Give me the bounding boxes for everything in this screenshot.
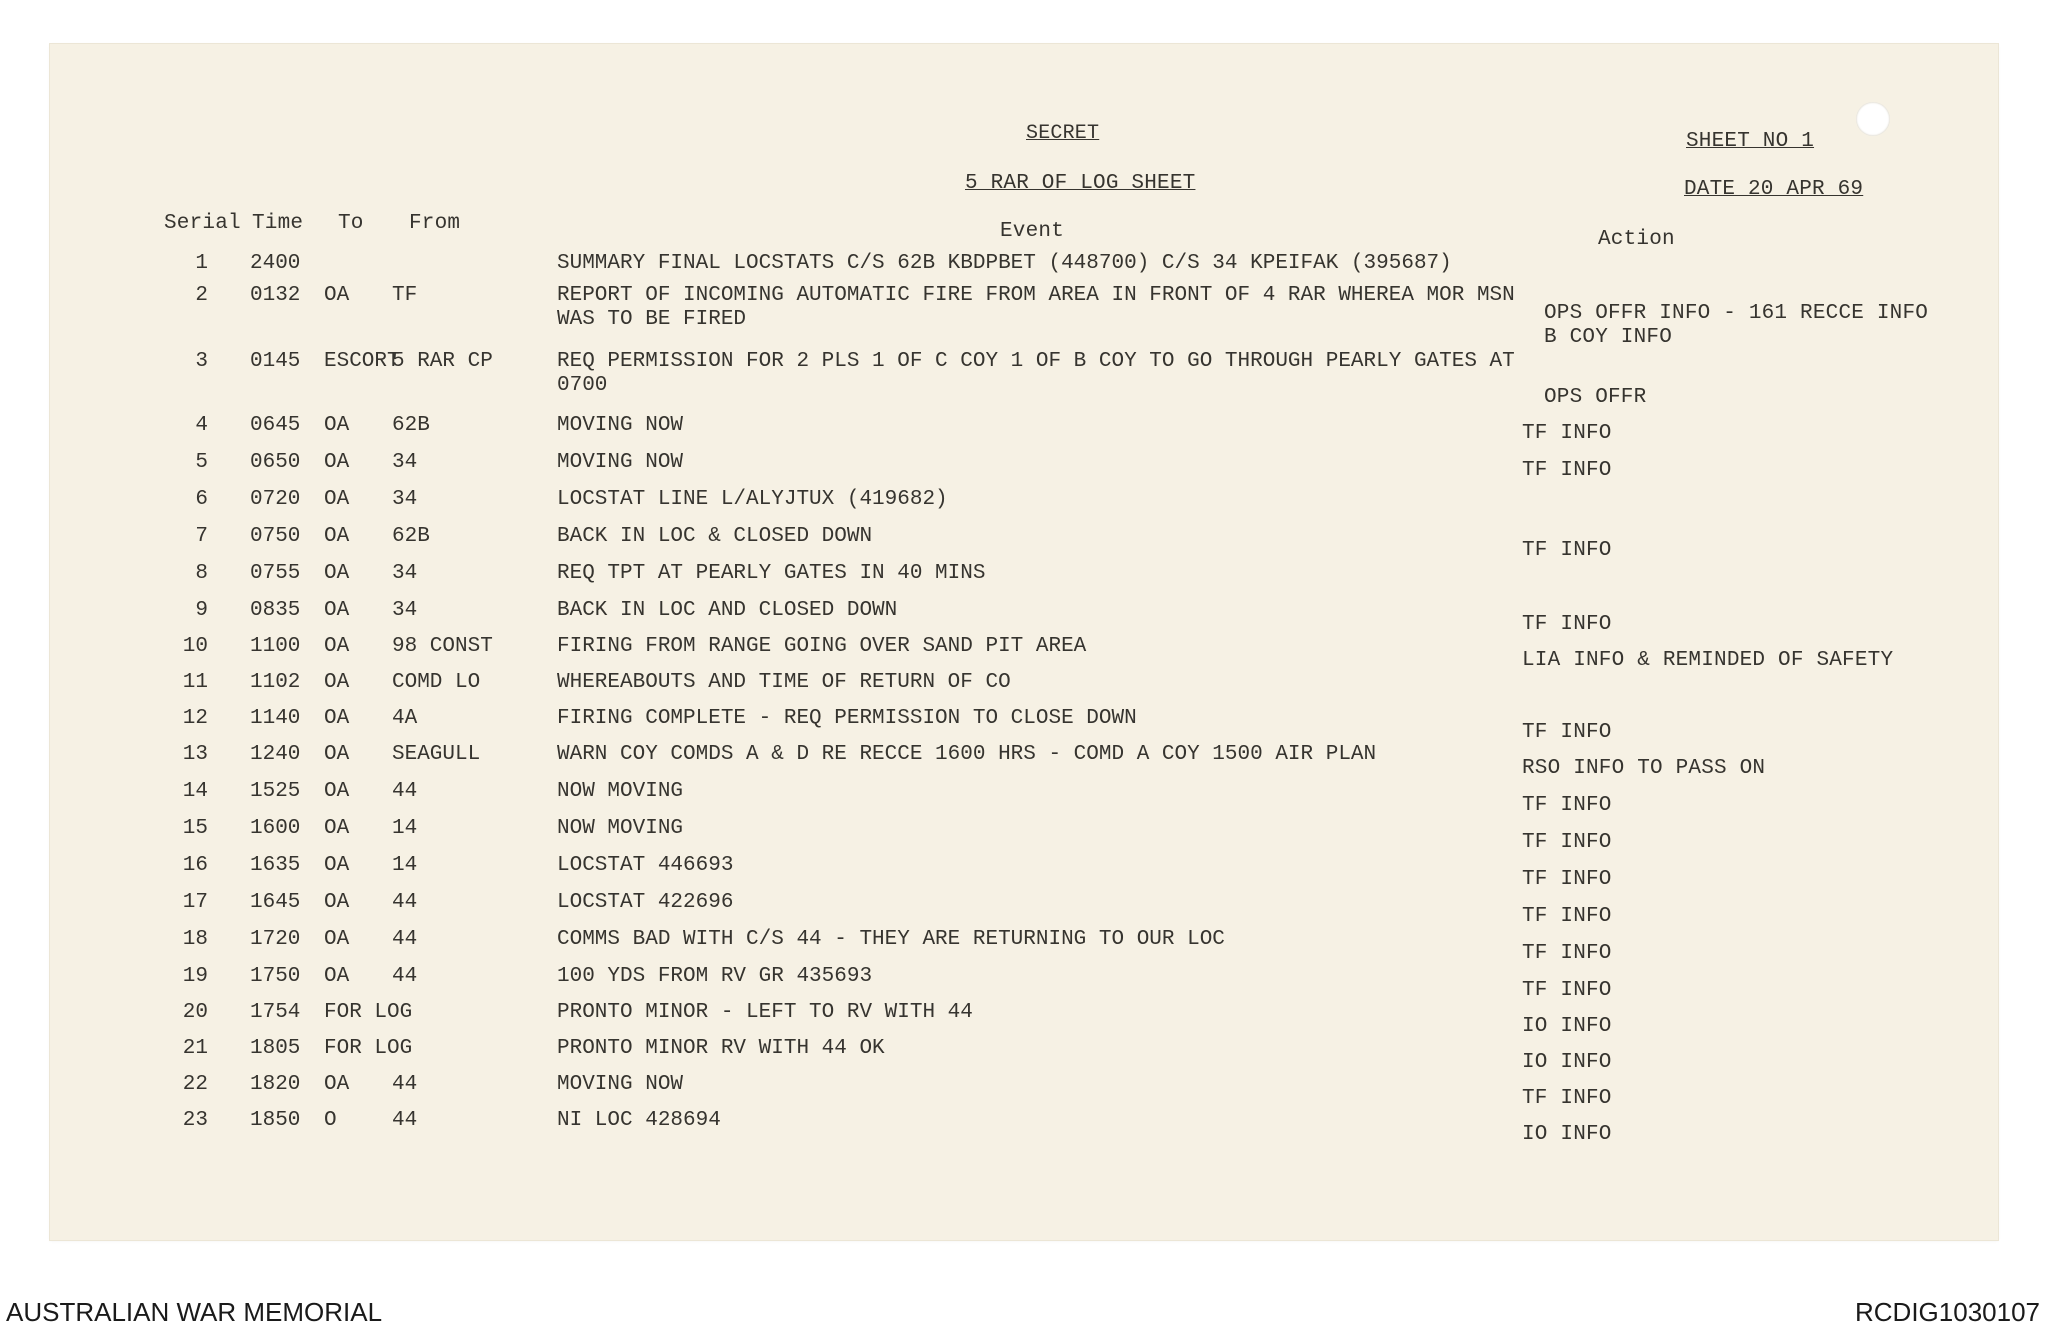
row-action: TF INFO: [1522, 539, 1612, 562]
row-from: SEAGULL: [392, 743, 481, 766]
row-to: OA: [324, 635, 350, 658]
row-event-continued: WAS TO BE FIRED: [557, 308, 747, 331]
row-from: 44: [392, 891, 418, 914]
row-action: TF INFO: [1522, 868, 1612, 891]
log-row: [50, 414, 1998, 442]
row-serial: 11: [182, 671, 208, 694]
row-from: 44: [392, 928, 418, 951]
row-event: COMMS BAD WITH C/S 44 - THEY ARE RETURNING TO OUR LOC: [557, 928, 1225, 951]
log-row: [50, 252, 1998, 280]
row-to: OA: [324, 928, 350, 951]
column-header-serial: Serial: [164, 212, 241, 235]
row-from: 44: [392, 1109, 418, 1132]
row-to: FOR LOG: [324, 1037, 413, 1060]
column-header-event: Event: [1000, 220, 1065, 243]
column-header-time: Time: [252, 212, 304, 235]
row-serial: 13: [182, 743, 208, 766]
log-row: [50, 817, 1998, 845]
row-time: 1820: [250, 1073, 301, 1096]
row-event: SUMMARY FINAL LOCSTATS C/S 62B KBDPBET (448700) C/S 34 KPEIFAK (395687): [557, 252, 1452, 275]
row-to: OA: [324, 817, 350, 840]
row-time: 1600: [250, 817, 301, 840]
row-event: MOVING NOW: [557, 414, 684, 437]
row-time: 0650: [250, 451, 301, 474]
row-event: 100 YDS FROM RV GR 435693: [557, 965, 873, 988]
row-time: 1525: [250, 780, 301, 803]
row-action: LIA INFO & REMINDED OF SAFETY: [1522, 649, 1894, 672]
row-from: 44: [392, 780, 418, 803]
row-to: OA: [324, 854, 350, 877]
log-row: [50, 928, 1998, 956]
row-serial: 14: [182, 780, 208, 803]
row-to: OA: [324, 891, 350, 914]
row-serial: 7: [195, 525, 208, 548]
row-action: IO INFO: [1522, 1123, 1612, 1146]
row-to: OA: [324, 488, 350, 511]
row-serial: 5: [195, 451, 208, 474]
row-to: FOR LOG: [324, 1001, 413, 1024]
row-time: 0750: [250, 525, 301, 548]
row-to: OA: [324, 525, 350, 548]
row-serial: 17: [182, 891, 208, 914]
row-time: 0755: [250, 562, 301, 585]
footer-record-id: RCDIG1030107: [1855, 1297, 2040, 1327]
row-time: 1754: [250, 1001, 301, 1024]
row-action: TF INFO: [1522, 1087, 1612, 1110]
row-action: TF INFO: [1522, 422, 1612, 445]
row-action-continued: B COY INFO: [1544, 326, 1673, 349]
log-row: [50, 1109, 1998, 1137]
row-time: 1645: [250, 891, 301, 914]
row-event: REPORT OF INCOMING AUTOMATIC FIRE FROM AREA IN FRONT OF 4 RAR WHEREA MOR MSN: [557, 284, 1515, 307]
row-from: 34: [392, 488, 418, 511]
row-time: 1102: [250, 671, 301, 694]
row-time: 1635: [250, 854, 301, 877]
row-event: REQ TPT AT PEARLY GATES IN 40 MINS: [557, 562, 986, 585]
column-header-action: Action: [1598, 228, 1675, 251]
row-time: 1140: [250, 707, 301, 730]
row-serial: 9: [195, 599, 208, 622]
row-time: 1805: [250, 1037, 301, 1060]
row-serial: 4: [195, 414, 208, 437]
row-time: 1750: [250, 965, 301, 988]
row-time: 2400: [250, 252, 301, 275]
row-event: NI LOC 428694: [557, 1109, 721, 1132]
row-to: OA: [324, 562, 350, 585]
row-serial: 2: [195, 284, 208, 307]
log-row: [50, 891, 1998, 919]
row-from: 14: [392, 854, 418, 877]
row-action: TF INFO: [1522, 721, 1612, 744]
row-from: 44: [392, 965, 418, 988]
row-to: O: [324, 1109, 337, 1132]
row-serial: 22: [182, 1073, 208, 1096]
log-row: [50, 707, 1998, 735]
row-action: IO INFO: [1522, 1051, 1612, 1074]
row-time: 1100: [250, 635, 301, 658]
row-action: TF INFO: [1522, 979, 1612, 1002]
row-serial: 16: [182, 854, 208, 877]
row-time: 1850: [250, 1109, 301, 1132]
row-event: FIRING COMPLETE - REQ PERMISSION TO CLOSE DOWN: [557, 707, 1137, 730]
row-event: BACK IN LOC & CLOSED DOWN: [557, 525, 873, 548]
row-event: NOW MOVING: [557, 780, 684, 803]
row-to: OA: [324, 743, 350, 766]
row-time: 0720: [250, 488, 301, 511]
row-serial: 18: [182, 928, 208, 951]
row-to: OA: [324, 414, 350, 437]
log-row: [50, 525, 1998, 553]
row-action: TF INFO: [1522, 613, 1612, 636]
log-row: [50, 965, 1998, 993]
row-from: 34: [392, 451, 418, 474]
row-action: OPS OFFR: [1544, 386, 1647, 409]
row-time: 0645: [250, 414, 301, 437]
row-serial: 21: [182, 1037, 208, 1060]
row-from: 62B: [392, 525, 430, 548]
row-time: 0835: [250, 599, 301, 622]
row-action: OPS OFFR INFO - 161 RECCE INFO: [1544, 302, 1929, 325]
log-row: [50, 451, 1998, 479]
row-to: OA: [324, 599, 350, 622]
row-from: COMD LO: [392, 671, 481, 694]
row-from: TF: [392, 284, 418, 307]
row-action: TF INFO: [1522, 459, 1612, 482]
sheet-date: DATE 20 APR 69: [1684, 178, 1864, 201]
row-event: WARN COY COMDS A & D RE RECCE 1600 HRS - COMD A COY 1500 AIR PLAN: [557, 743, 1377, 766]
log-row: [50, 854, 1998, 882]
row-serial: 19: [182, 965, 208, 988]
row-event: PRONTO MINOR RV WITH 44 OK: [557, 1037, 885, 1060]
row-serial: 10: [182, 635, 208, 658]
row-event: PRONTO MINOR - LEFT TO RV WITH 44: [557, 1001, 973, 1024]
row-to: OA: [324, 1073, 350, 1096]
row-serial: 8: [195, 562, 208, 585]
row-from: 34: [392, 599, 418, 622]
row-to: OA: [324, 671, 350, 694]
log-row: [50, 671, 1998, 699]
log-row: [50, 1001, 1998, 1029]
row-action: TF INFO: [1522, 794, 1612, 817]
row-action: RSO INFO TO PASS ON: [1522, 757, 1766, 780]
log-row: [50, 780, 1998, 808]
row-event: MOVING NOW: [557, 451, 684, 474]
row-from: 5 RAR CP: [392, 350, 493, 373]
row-event: FIRING FROM RANGE GOING OVER SAND PIT AREA: [557, 635, 1087, 658]
classification-header: SECRET: [1026, 122, 1100, 145]
row-serial: 1: [195, 252, 208, 275]
row-event: LOCSTAT 422696: [557, 891, 734, 914]
document-title: 5 RAR OF LOG SHEET: [965, 172, 1196, 195]
log-row: [50, 1037, 1998, 1065]
log-row: [50, 599, 1998, 627]
row-action: TF INFO: [1522, 942, 1612, 965]
footer-institution: AUSTRALIAN WAR MEMORIAL: [6, 1297, 383, 1327]
row-action: TF INFO: [1522, 905, 1612, 928]
row-time: 1240: [250, 743, 301, 766]
row-serial: 20: [182, 1001, 208, 1024]
log-row: [50, 1073, 1998, 1101]
row-event: LOCSTAT 446693: [557, 854, 734, 877]
row-serial: 6: [195, 488, 208, 511]
row-from: 34: [392, 562, 418, 585]
row-event: BACK IN LOC AND CLOSED DOWN: [557, 599, 898, 622]
row-from: 4A: [392, 707, 418, 730]
row-serial: 12: [182, 707, 208, 730]
punch-hole: [1856, 102, 1890, 136]
row-event: WHEREABOUTS AND TIME OF RETURN OF CO: [557, 671, 1011, 694]
row-from: 14: [392, 817, 418, 840]
row-time: 0145: [250, 350, 301, 373]
column-header-to: To: [338, 212, 364, 235]
row-to: OA: [324, 451, 350, 474]
sheet-number: SHEET NO 1: [1686, 130, 1815, 153]
row-from: 62B: [392, 414, 430, 437]
column-header-from: From: [409, 212, 461, 235]
row-time: 0132: [250, 284, 301, 307]
log-sheet-paper: [50, 44, 1998, 1240]
row-event: NOW MOVING: [557, 817, 684, 840]
row-serial: 3: [195, 350, 208, 373]
row-to: OA: [324, 780, 350, 803]
row-from: 44: [392, 1073, 418, 1096]
row-serial: 23: [182, 1109, 208, 1132]
row-time: 1720: [250, 928, 301, 951]
row-from: 98 CONST: [392, 635, 493, 658]
log-row: [50, 562, 1998, 590]
log-row: [50, 488, 1998, 516]
row-event: REQ PERMISSION FOR 2 PLS 1 OF C COY 1 OF B COY TO GO THROUGH PEARLY GATES AT: [557, 350, 1515, 373]
row-event: LOCSTAT LINE L/ALYJTUX (419682): [557, 488, 948, 511]
row-to: OA: [324, 284, 350, 307]
log-row: [50, 350, 1998, 397]
row-action: TF INFO: [1522, 831, 1612, 854]
row-to: OA: [324, 965, 350, 988]
row-serial: 15: [182, 817, 208, 840]
row-to: ESCORT: [324, 350, 400, 373]
row-event: MOVING NOW: [557, 1073, 684, 1096]
row-to: OA: [324, 707, 350, 730]
row-action: IO INFO: [1522, 1015, 1612, 1038]
row-event-continued: 0700: [557, 374, 608, 397]
